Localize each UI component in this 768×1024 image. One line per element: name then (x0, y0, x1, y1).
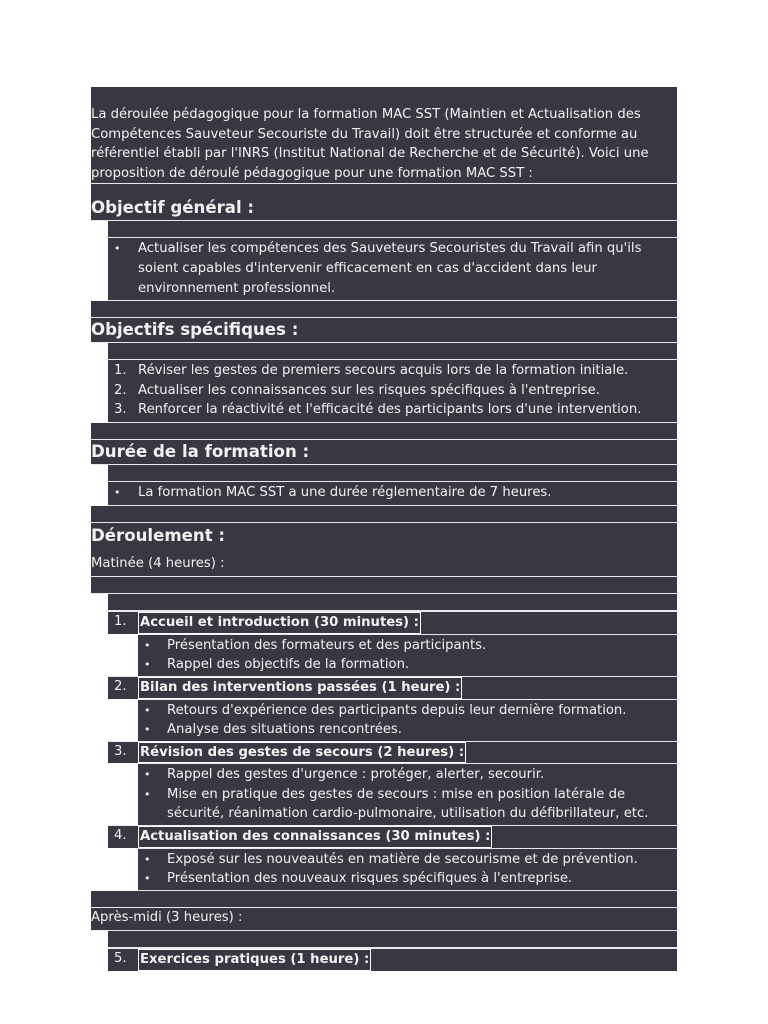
spacer (91, 577, 677, 594)
spacer (108, 221, 677, 238)
step-4: 4. Actualisation des connaissances (30 minutes) : (108, 825, 677, 848)
step-2-subs (138, 699, 677, 741)
step-title: Bilan des interventions passées (1 heure) : (138, 677, 462, 699)
intro-paragraph: La déroulée pédagogique pour la formation MAC SST (Maintien et Actualisation des Compétences Sauveteur Secouriste du Travail) doit être structurée et conforme au référentiel établi par l'INRS (Institut National de Recherche et de Sécurité). Voici une proposition de déroulé pédagogique pour une formation MAC SST : (91, 87, 677, 184)
heading-objectif-general: Objectif général : (91, 196, 677, 221)
spacer (91, 301, 677, 318)
list-item: • Exposé sur les nouveautés en matière de secourisme et de prévention. (138, 850, 677, 870)
list-item: • Présentation des nouveaux risques spécifiques à l'entreprise. (138, 869, 677, 889)
step-4-subs (138, 848, 677, 891)
list-item: • Retours d'expérience des participants depuis leur dernière formation. (138, 701, 677, 721)
spacer (108, 931, 677, 948)
step-1: 1. Accueil et introduction (30 minutes) : (108, 611, 677, 634)
document (91, 87, 677, 971)
list-item: 3. Renforcer la réactivité et l'efficacité des participants lors d'une intervention. (114, 402, 642, 418)
step-title: Actualisation des connaissances (30 minutes) : (138, 826, 492, 848)
list-duree (108, 482, 677, 506)
step-title: Exercices pratiques (1 heure) : (138, 949, 371, 971)
matinee-label: Matinée (4 heures) : (91, 548, 677, 578)
list-objectifs-specifiques (108, 360, 677, 423)
step-2: 2. Bilan des interventions passées (1 heure) : (108, 676, 677, 699)
spacer (91, 423, 677, 440)
spacer (91, 184, 677, 196)
list-item: 1. Réviser les gestes de premiers secours acquis lors de la formation initiale. (114, 363, 629, 379)
list-item: • Rappel des gestes d'urgence : protéger, alerter, secourir. (138, 765, 677, 785)
list-item: 2. Actualiser les connaissances sur les risques spécifiques à l'entreprise. (114, 382, 600, 398)
step-1-subs (138, 634, 677, 676)
spacer (91, 506, 677, 523)
list-item: • Mise en pratique des gestes de secours : mise en position latérale de sécurité, réanimation cardio-pulmonaire, utilisation du défibrillateur, etc. (138, 785, 677, 824)
step-title: Accueil et introduction (30 minutes) : (138, 612, 421, 634)
apres-midi-label: Après-midi (3 heures) : (91, 908, 677, 932)
list-item: • Rappel des objectifs de la formation. (138, 655, 677, 675)
spacer (108, 594, 677, 611)
list-objectif-general (108, 238, 677, 301)
heading-deroulement: Déroulement : (91, 523, 677, 548)
spacer (91, 891, 677, 908)
heading-duree: Durée de la formation : (91, 440, 677, 465)
spacer (108, 465, 677, 482)
step-3-subs (138, 763, 677, 825)
step-3: 3. Révision des gestes de secours (2 heures) : (108, 741, 677, 764)
list-item: • Actualiser les compétences des Sauveteurs Secouristes du Travail afin qu'ils soient capables d'intervenir efficacement en cas d'accident dans leur environnement professionnel. (108, 239, 677, 298)
list-item: • La formation MAC SST a une durée réglementaire de 7 heures. (108, 483, 677, 503)
heading-objectifs-specifiques: Objectifs spécifiques : (91, 318, 677, 343)
step-5: 5. Exercices pratiques (1 heure) : (108, 948, 677, 971)
spacer (108, 343, 677, 360)
step-title: Révision des gestes de secours (2 heures) : (138, 742, 466, 764)
list-item: • Analyse des situations rencontrées. (138, 720, 677, 740)
list-item: • Présentation des formateurs et des participants. (138, 636, 677, 656)
